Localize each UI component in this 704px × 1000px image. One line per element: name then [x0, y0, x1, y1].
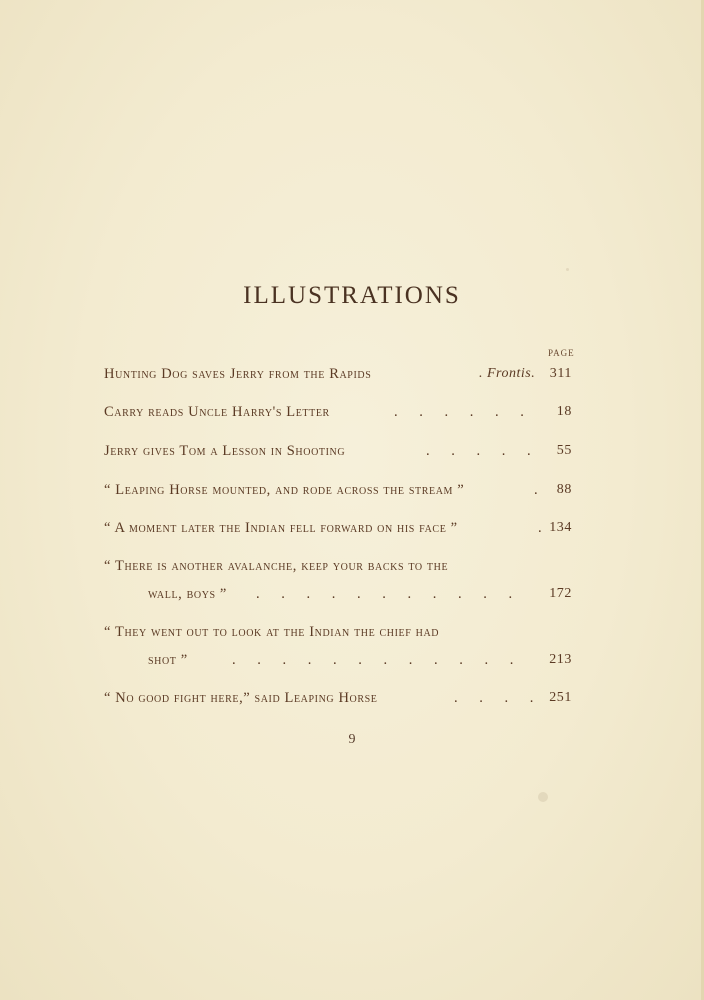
- entry-title: “ They went out to look at the Indian the chief had: [104, 624, 440, 640]
- list-item: [104, 443, 572, 465]
- list-item: [104, 520, 572, 542]
- entry-page: 213: [549, 652, 572, 667]
- list-item: [104, 624, 572, 646]
- entry-page: 251: [549, 690, 572, 705]
- entry-leader: . . . .: [454, 690, 543, 706]
- list-item: [104, 366, 572, 388]
- list-item: [104, 558, 572, 580]
- entry-page: 18: [556, 404, 572, 419]
- entry-title: “ Leaping Horse mounted, and rode across the stream ”: [104, 482, 465, 498]
- entry-leader: .: [534, 482, 547, 498]
- entry-title: shot ”: [148, 652, 188, 668]
- page-number: 9: [348, 732, 356, 747]
- page-column-label: PAGE: [548, 348, 575, 358]
- entry-title: Carry reads Uncle Harry's Letter: [104, 404, 330, 420]
- entry-title: Jerry gives Tom a Lesson in Shooting: [104, 443, 346, 459]
- entry-leader: . . . . . . . . . . .: [256, 586, 522, 602]
- entry-title: “ No good fight here,” said Leaping Horse: [104, 690, 378, 706]
- entry-title: “ A moment later the Indian fell forward on his face ”: [104, 520, 458, 536]
- entry-page: 311: [549, 366, 572, 381]
- paper-speck: [566, 268, 569, 271]
- entry-page: 88: [556, 482, 572, 497]
- entry-leader: . . . . .: [426, 443, 540, 459]
- list-item: [104, 404, 572, 426]
- paper-smudge: [538, 792, 548, 802]
- list-item-continuation: [148, 652, 572, 674]
- list-item-continuation: [148, 586, 572, 608]
- entry-leader: . . . . . .: [394, 404, 533, 420]
- entry-title: Hunting Dog saves Jerry from the Rapids: [104, 366, 372, 382]
- entry-frontis: . Frontis.: [479, 366, 536, 381]
- list-item: [104, 690, 572, 712]
- entry-leader: .: [538, 520, 551, 536]
- entry-page: 134: [549, 520, 572, 535]
- entry-title: wall, boys ”: [148, 586, 227, 602]
- page-title: ILLUSTRATIONS: [243, 282, 461, 309]
- list-item: [104, 482, 572, 504]
- entry-page: 55: [556, 443, 572, 458]
- entry-page: 172: [549, 586, 572, 601]
- entry-title: “ There is another avalanche, keep your backs to the: [104, 558, 449, 574]
- entry-leader: . . . . . . . . . . . .: [232, 652, 523, 668]
